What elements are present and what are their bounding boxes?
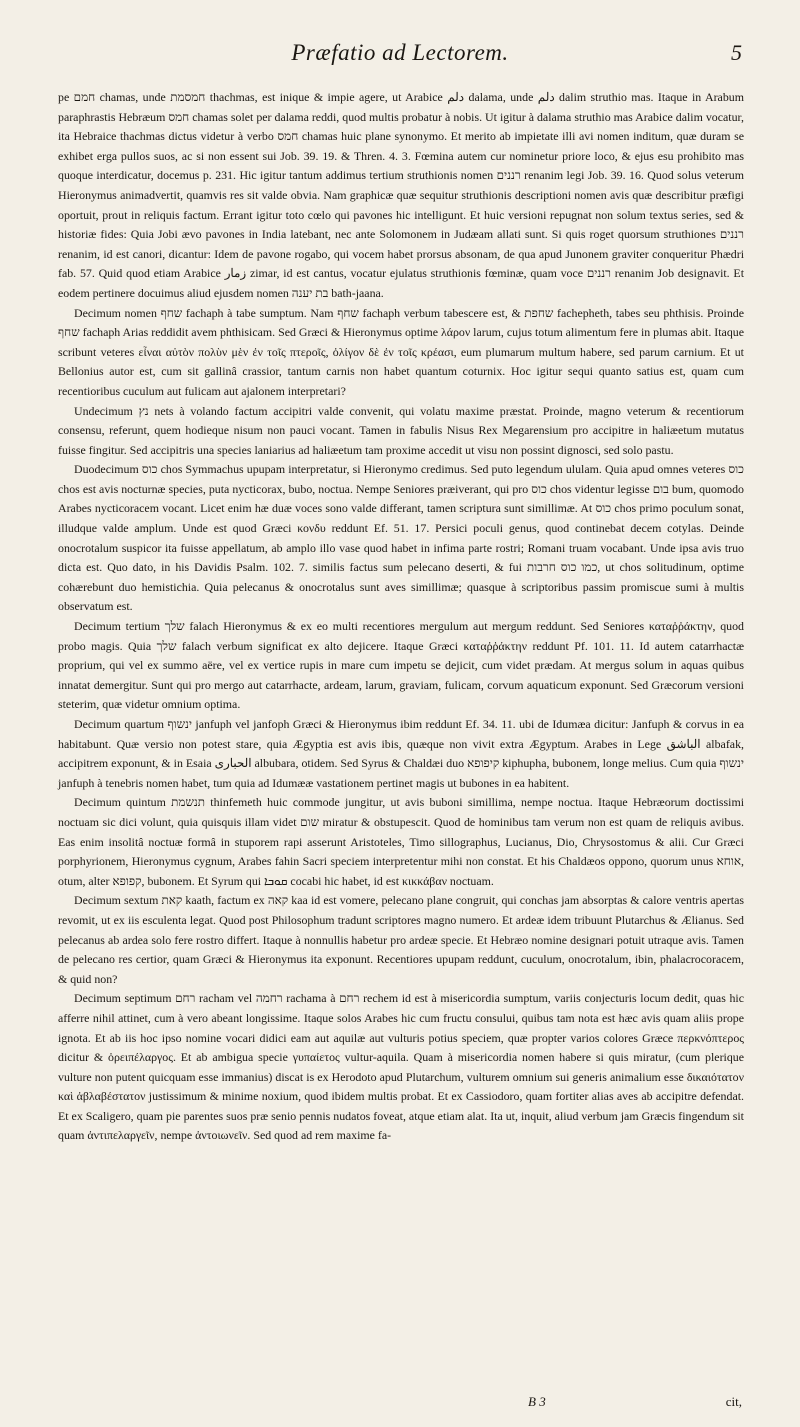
catchword: cit, <box>725 1394 742 1409</box>
paragraph: Decimum tertium שלך falach Hieronymus & ex eo multi recentiores mergulum aut mergum reddunt. Sed Seniores καταῤῥάκτην, quod probo magis. Quia שלך falach verbum significat ex alto dejicere. Itaque Græci καταῤῥάκτην reddunt Pf. 101. 11. Id autem catarrhactæ proprium, qui vel ex summo aëre, vel ex verticе rupis in mare cum impetu se dejicit, cum videt prædam. At mergus solum in aquas quibus innatat demergitur. Sunt qui pro mergo aut catarrhacte, ardeam, larum, graviam, fulicam, corvum aquaticum exponunt. Sed Græcorum versioni steterim, quæ videtur omnium optima. <box>58 619 744 712</box>
paragraph: Undecimum נץ nets à volando factum accipitri valde convenit, qui volatu maxime præstat. Proinde, magno veterum & recentiorum consensu, referunt, quem hodieque nisum non pauci vocant. Tamen in fabulis Nisus Rex Megarensium pro accipitre in haliæetum mutatus fuisse fingitur. Sed accipitris una species laniarius ad haliæetum tam proxime accedit ut visu non possint dignosci, sed solo pastu. <box>58 403 744 457</box>
paragraph: Duodecimum כוס chos Symmachus upupam interpretatur, si Hieronymo credimus. Sed puto legendum ululam. Quia apud omnes veteres כוס chos est avis nocturnæ species, puta nycticorax, bubo, noctua. Nempe Seniores præiverant, qui pro כוס chos videntur legisse בום bum, quomodo Arabes nycticoracem vocant. Licet enim hæ duæ voces sono valde differant, tamen scriptura sunt simillimæ. At כוס chos primo poculum sonat, illudque valde amplum. Unde est quod Græci κονδυ reddunt Ef. 51. 17. Persici poculi genus, quod continebat decem cotylas. Deinde onocrotalum suspicor ita fuisse appellatum, ab amplo illo vase quod habet in infima parte rostri; Romani truam vocabant. Unde ipsa avis truo dicta est. Quo dato, in his Davidis Psalm. 102. 7. similis factus sum pelecano deserti, & fui כמו כוס חרבות, ut chos solitudinum, optime cohærebunt duo hemistichia. Quia pelecanus & onocrotalus sunt aves simillimæ; quasque à scriptoribus passim promiscue sumi à multis observatum est. <box>58 462 745 614</box>
paragraph: Decimum quintum תנשמת thinfemeth huic commode jungitur, ut avis buboni simillima, nempe noctua. Itaque Hebræorum doctissimi noctuam sic dici volunt, quia quisquis illam videt שום miratur & obstupescit. Quod de hominibus tam verum non est quam de reliquis avibus. Eas enim insolitâ noctuæ formâ in stuporem rapi asserunt Aristoteles, Timo sillographus, Lucianus, Dio, Chrysostomus & alii. Cur Græci porphyrionem, Hieronymus cygnum, Arabes fahin Sacri speciem interpretentur mihi non constat. Et his Chaldæos oppono, quorum unus אוחא, otum, alter קפופא, bubonem. Et Syrum qui ܩܘܒܐ cocabi hic habet, id est κικκάβαν noctuam. <box>58 795 744 888</box>
paragraph: Decimum septimum רחם racham vel רחמה rachama à רחם rechem id est à misericordia sumptum, variis conjecturis locum dedit, quas hic afferre nihil attinet, cum à vero abeant longissime. Itaque solos Arabes hic cum fructu consului, quibus tam nota est hæc avis quam aliis prope ignota. Et ab iis hoc ipso nomine vocari didici eam aut aquilæ aut vulturis potius speciem, quæ propter varios colores Græce περκνόπτερος dicitur & ὀρειπέλαργος. Et ab ambigua specie γυπαίετος vultur-aquila. Quam à misericordia nomen habere si quis miratur, (cum plerique vulture non putent quicquam esse immanius) discat is ex Herodoto apud Plutarchum, vulturem omnium sui generis animalium esse δικαιότατον καὶ ἀβλαβέστατον justissimum & minime noxium, quod ibidem multis probat. Et ex Cassiodoro, quam fortiter alias aves ab accipitre defendat. Et ex Scaligero, quam pie parentes suos præ senio pennis nudatos foveat, atque etiam alat. Ita ut, inquit, aliud verbum jam Græcis fingendum sit quam ἀντιπελαργεῖν, nempe ἀντοιωνεῖν. Sed quod ad rem maxime fa- <box>58 991 744 1143</box>
paragraph: Decimum sextum קאת kaath, factum ex קאה kaa id est vomere, pelecano plane congruit, qui conchas jam absorptas & calore ventris apertas revomit, ut ex iis esculenta legat. Quod post Philosophum tradunt scriptores magno numero. Et ardeæ idem tribuunt Plutarchus & Ælianus. Sed pelecanus ab ardea solo fere rostro differt. Itaque à nonnullis habetur pro ardeæ specie. Et Hebræo nomine designari potuit utraque avis. Tamen de pelecano res certior, quam Græci & Hieronymus ita exponunt. Recentiores upupam reddunt, cuculum, onocrotalum, ibin, phalacrocoracem, & quid non? <box>58 893 745 986</box>
paragraph: Decimum nomen שחף fachaph à tabe sumptum. Nam שחף fachaph verbum tabescere est, & שחפת fachepheth, tabes seu phthisis. Proinde שחף fachaph Arias reddidit avem phthisicam. Sed Græci & Hieronymus optime λάρον larum, cujus totum alimentum fere in plumas abit. Itaque scribunt veteres εἶναι αὐτὸν πολὺν μὲν ἐν τοῖς πτεροῖς, ὀλίγον δὲ ἐν τοῖς κρέασι, eum plumarum multum habere, sed parum carnium. Et ut Bellonius autor est, cum sit gallinâ crassior, tantum carnis non habet quantum coturnix. Hoc igitur sequi quanto satius est, quam cum recentioribus cuculum aut fulicam aut ajalonem interpretari? <box>58 305 744 398</box>
page-header <box>58 40 742 70</box>
running-head: Præfatio ad Lectorem. <box>291 40 509 65</box>
paragraph: pe חמם chamas, unde חמסמת thachmas, est inique & impie agere, ut Arabice دلم dalama, unde دلم dalim struthio mas. Itaque in Arabum paraphrastis Hebræum חמס chamas solet per dalama reddi, quod multis probatur à nobis. Ut igitur à dalama struthio mas Arabice dalim vocatur, ita Hebraice thachmas dictus videtur à verbo חמס chamas huic plane synonymo. Et merito ab impietate illi avi nomen inditum, quæ duram se exhibet erga pullos suos, ac si non essent sui Job. 39. 19. & Thren. 4. 3. Fœmina autem cur nominetur priore loco, & ejus esu prohibito mas quoque interdicatur, docemus p. 231. Hic igitur tantum addimus tertium struthionis nomen רננים renanim legi Job. 39. 16. Quod solus veterum Hieronymus animadvertit, quamvis res sit valde obvia. Nam graphicæ quæ sequitur struthionis descriptioni nomen avis quæ describitur præfigi oportuit, prout in reliquis factum. Errant igitur toto cœlo qui pavones hic intelligunt. Et huic versioni repugnat non solum textus series, sed & historiæ fides: Quia Jobi ævo pavones in India latebant, nec ante Solomonem in Judæam allati sunt. Si quis roget quorsum struthiones רננים renanim, id est canori, dicantur: Idem de pavone rogabo, qui vocem habet prorsus absonam, de qua apud Junonem graviter conqueritur Phædri fab. 57. Quid quod etiam Arabice زمار zimar, id est cantus, vocatur ejulatus struthionis fœminæ, quam voce רננים renanim Job designavit. Et eodem pertinere docuimus aliud ejusdem nomen בת יענה bath-jaana. <box>58 90 745 300</box>
page-number: 5 <box>731 40 742 65</box>
body-text <box>58 88 744 1146</box>
signature-mark: B 3 <box>528 1394 546 1409</box>
paragraph: Decimum quartum ינשוף janfuph vel janfoph Græci & Hieronymus ibim reddunt Ef. 34. 11. ubi de Idumæa dicitur: Janfuph & corvus in ea habitabunt. Quæ versio non potest stare, quia Ægyptia est avis ibis, quæque non vivit extra Ægyptum. Arabes in Lege الباشق albafak, accipitrem exponunt, & in Esaia الحبارى albubara, otidem. Sed Syrus & Chaldæi duo קיפופא kiphupha, bubonem, longe melius. Cum quia ינשוף janfuph à tenebris nomen habet, tum quia ad Idumææ vastationem pertinet magis ut bubones in ea habitent. <box>58 717 744 790</box>
